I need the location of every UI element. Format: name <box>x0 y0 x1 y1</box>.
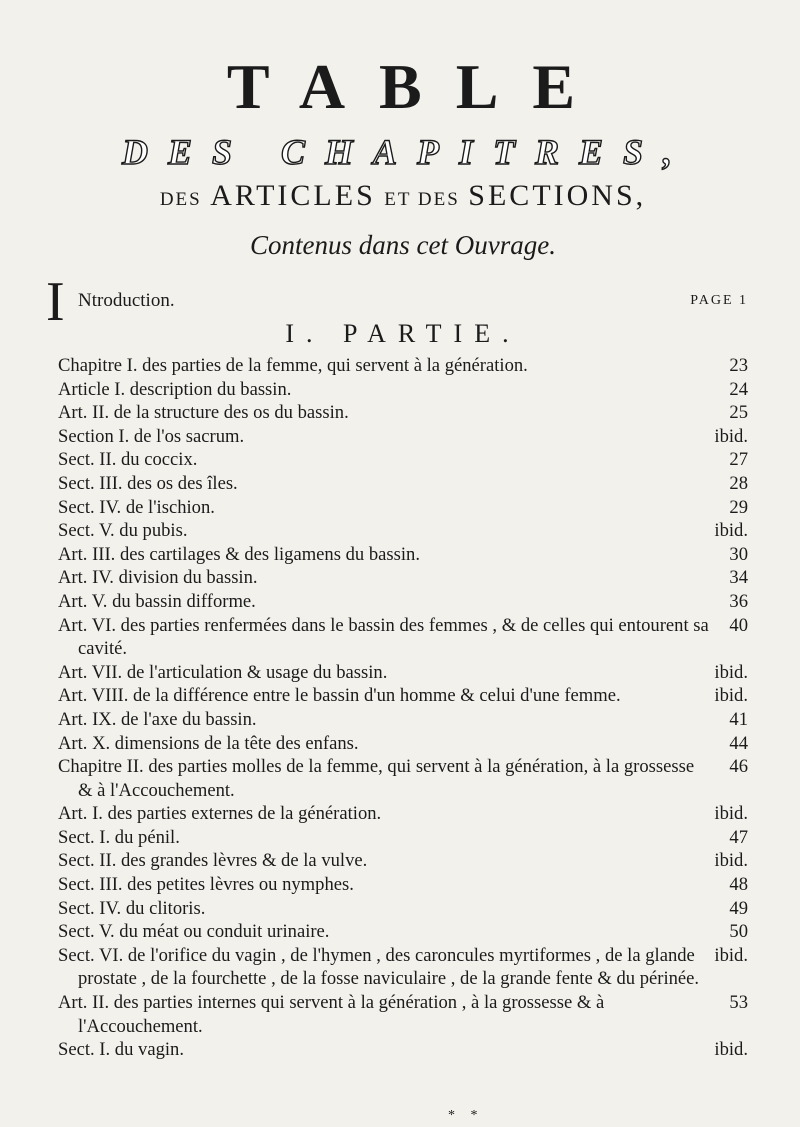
toc-entry <box>58 991 748 1038</box>
toc-entry <box>58 472 748 496</box>
subtitle-sections: SECTIONS, <box>468 179 647 212</box>
page-column-label: PAGE 1 <box>690 293 748 308</box>
toc-entry-page: 44 <box>729 732 748 754</box>
footer-asterisks: * * <box>448 1108 484 1123</box>
toc-entry-page: 53 <box>729 992 748 1014</box>
toc-entry <box>58 378 748 402</box>
toc-entry-title: Sect. V. du méat ou conduit urinaire. <box>58 921 330 943</box>
subtitle-contenus: Contenus dans cet Ouvrage. <box>250 230 556 260</box>
toc-entry <box>58 920 748 944</box>
introduction-row <box>46 271 748 333</box>
toc-entry <box>58 614 748 661</box>
drop-cap: I <box>46 271 65 333</box>
toc-entry-title: Sect. I. du vagin. <box>58 1039 184 1061</box>
toc-entry-page: ibid. <box>714 803 748 825</box>
subtitle-articles-sections <box>58 176 748 220</box>
subtitle-des: DES <box>159 189 202 210</box>
toc-entry-title: Sect. III. des os des îles. <box>58 472 238 494</box>
page-title: TABLE <box>226 51 610 122</box>
toc-entry-title: Art. II. de la structure des os du bassin. <box>58 402 349 424</box>
toc-entry-page: 23 <box>729 355 748 376</box>
toc-entry-title: Chapitre I. des parties de la femme, qui servent à la génération. <box>58 355 528 376</box>
toc-entry-title: Art. I. des parties externes de la génération. <box>58 803 382 825</box>
toc-entry-page: 48 <box>729 874 748 896</box>
introduction-label: Ntroduction. <box>78 290 175 311</box>
toc-entry-title: Art. VI. des parties renfermées dans le bassin des femmes , & de celles qui entourent sa cavité. <box>58 614 709 660</box>
subtitle-chapitres: DES CHAPITRES, <box>121 132 693 172</box>
subtitle-et-des: ET DES <box>384 189 460 210</box>
toc-entry-page: ibid. <box>714 850 748 872</box>
toc-entry-title: Art. X. dimensions de la tête des enfans. <box>58 732 359 754</box>
toc-entry <box>58 448 748 472</box>
toc-entry <box>58 944 748 991</box>
toc-entry <box>58 849 748 873</box>
toc-entry-page: ibid. <box>714 944 748 966</box>
toc-entry-title: Art. II. des parties internes qui servent à la génération , à la grossesse & à l'Accouchement. <box>58 992 605 1037</box>
toc-entry-title: Sect. V. du pubis. <box>58 520 188 542</box>
toc-entry-page: ibid. <box>714 685 748 707</box>
toc-entry <box>58 661 748 685</box>
toc-entry-page: 46 <box>729 756 748 778</box>
toc-entry-page: ibid. <box>714 520 748 542</box>
toc-page <box>46 51 748 1062</box>
toc-entry-title: Art. IV. division du bassin. <box>58 567 258 589</box>
toc-entry-page: ibid. <box>714 661 748 683</box>
toc-entry-page: 25 <box>729 402 748 424</box>
toc-entry-page: 49 <box>729 897 748 919</box>
toc-entry-title: Sect. I. du pénil. <box>58 826 180 848</box>
toc-entry <box>58 354 748 378</box>
toc-entry-title: Art. VII. de l'articulation & usage du bassin. <box>58 661 388 683</box>
toc-entry-page: 50 <box>729 921 748 943</box>
toc-entry <box>58 873 748 897</box>
toc-entry <box>58 519 748 543</box>
toc-entry-title: Chapitre II. des parties molles de la femme, qui servent à la génération, à la grossesse & à l'Accouchement. <box>58 756 695 801</box>
toc-entry-page: 30 <box>729 543 748 565</box>
toc-entry <box>58 897 748 921</box>
toc-entry-title: Sect. II. du coccix. <box>58 449 198 471</box>
toc-entry-title: Sect. IV. de l'ischion. <box>58 496 215 518</box>
toc-entry-title: Sect. VI. de l'orifice du vagin , de l'hymen , des caroncules myrtiformes , de la glande prostate , de la fourchette , de la fosse naviculaire , de la grande fente & du périnée. <box>58 944 700 990</box>
toc-entry <box>58 755 748 802</box>
toc-entry-title: Art. III. des cartilages & des ligamens du bassin. <box>58 543 420 565</box>
toc-entry-page: ibid. <box>714 425 748 447</box>
toc-entry-page: 28 <box>729 472 748 494</box>
toc-entry-page: 47 <box>729 826 748 848</box>
toc-entry-page: 34 <box>729 567 748 589</box>
toc-entry-page: 27 <box>729 449 748 471</box>
toc-entry <box>58 684 748 708</box>
toc-entry <box>58 732 748 756</box>
toc-entry <box>58 425 748 449</box>
toc-entry-title: Art. V. du bassin difforme. <box>58 590 256 612</box>
toc-entry-page: 40 <box>729 614 748 636</box>
toc-entry-page: 41 <box>729 708 748 730</box>
toc-entry <box>58 496 748 520</box>
toc-entry-page: ibid. <box>714 1039 748 1061</box>
toc-entry <box>58 802 748 826</box>
toc-entry <box>58 708 748 732</box>
toc-entry-title: Section I. de l'os sacrum. <box>58 425 245 447</box>
toc-entry-title: Sect. III. des petites lèvres ou nymphes. <box>58 874 354 896</box>
toc-entry-title: Sect. IV. du clitoris. <box>58 897 206 919</box>
toc-entry-page: 29 <box>729 496 748 518</box>
toc-entry-title: Sect. II. des grandes lèvres & de la vulve. <box>58 850 368 872</box>
toc-entry <box>58 543 748 567</box>
toc-entry-page: 36 <box>729 590 748 612</box>
toc-entry <box>58 1038 748 1062</box>
toc-entry <box>58 590 748 614</box>
part-heading: I. PARTIE. <box>285 319 521 348</box>
toc-entry <box>58 566 748 590</box>
subtitle-articles: ARTICLES <box>210 179 376 212</box>
toc-entry <box>58 401 748 425</box>
toc-entry-title: Article I. description du bassin. <box>58 378 292 400</box>
toc-list <box>58 354 748 1062</box>
toc-entry <box>58 826 748 850</box>
toc-entry-title: Art. VIII. de la différence entre le bassin d'un homme & celui d'une femme. <box>58 685 621 707</box>
toc-entry-page: 24 <box>729 378 748 400</box>
toc-entry-title: Art. IX. de l'axe du bassin. <box>58 708 257 730</box>
